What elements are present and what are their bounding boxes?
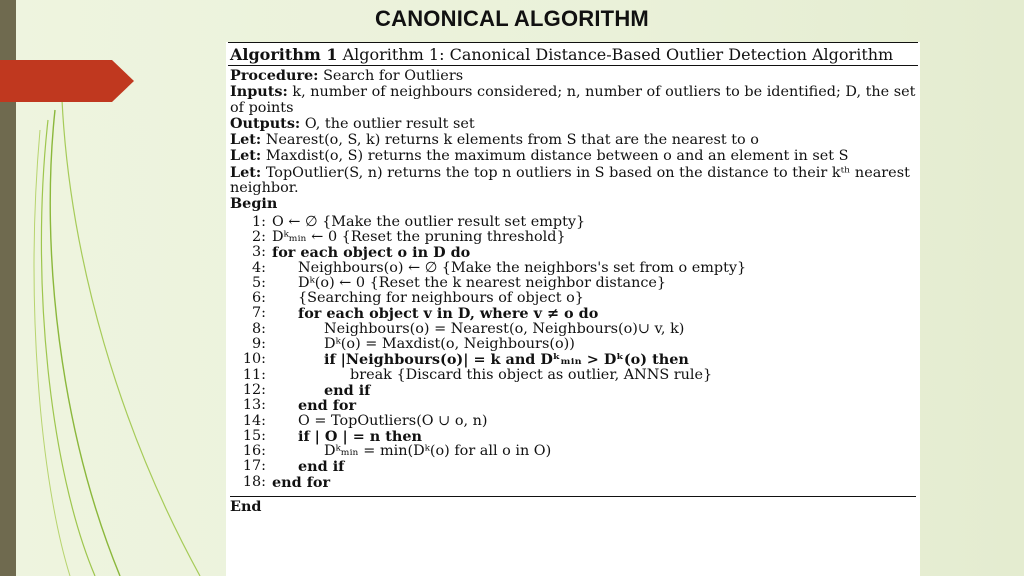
algorithm-header [226, 43, 920, 65]
step-number: 5: [251, 274, 266, 291]
step-number: 14: [242, 412, 266, 429]
step-text: end for [272, 473, 331, 491]
step-12 [230, 383, 916, 398]
slide-title: CANONICAL ALGORITHM [375, 6, 649, 31]
algorithm-number: Algorithm 1 [230, 45, 338, 64]
step-number: 10: [242, 351, 266, 368]
end-keyword: End [230, 498, 262, 516]
step-10 [230, 352, 916, 367]
step-7 [230, 306, 916, 321]
step-2 [230, 230, 916, 245]
step-text: O = TopOutliers(O ∪ o, n) [298, 412, 488, 429]
let-text: Maxdist(o, S) returns the maximum distance between o and an element in set S [265, 148, 849, 165]
begin-keyword: Begin [230, 195, 278, 213]
step-4 [230, 261, 916, 276]
algorithm-box [226, 42, 920, 576]
step-11 [230, 368, 916, 383]
step-text: break {Discard this object as outlier, ANNS rule} [350, 366, 713, 383]
end-rule [230, 496, 916, 497]
step-text: Dᵏ(o) ← 0 {Reset the k nearest neighbor distance} [298, 274, 667, 291]
step-number: 9: [251, 336, 266, 353]
step-number: 13: [242, 397, 266, 414]
outputs-label: Outputs: [230, 114, 301, 132]
step-text: Dᵏ(o) = Maxdist(o, Neighbours(o)) [324, 336, 575, 353]
step-number: 2: [251, 228, 266, 245]
step-17 [230, 459, 916, 474]
inputs-label: Inputs: [230, 83, 288, 101]
let-label: Let: [230, 131, 262, 149]
step-9 [230, 337, 916, 352]
procedure-label: Procedure: [230, 67, 319, 84]
step-number: 1: [251, 213, 266, 230]
step-number: 18: [242, 473, 266, 490]
step-14 [230, 414, 916, 429]
inputs-text: k, number of neighbours considered; n, number of outliers to be identified; D, the set of points [230, 84, 916, 116]
step-3 [230, 245, 916, 260]
step-number: 17: [242, 458, 266, 475]
step-text: for each object v in D, where v ≠ o do [298, 305, 599, 323]
red-arrow-icon [0, 60, 134, 102]
step-number: 16: [242, 443, 266, 460]
let-text: TopOutlier(S, n) returns the top n outliers in S based on the distance to their kᵗʰ nearest neighbor. [230, 164, 910, 197]
let-line-2 [230, 148, 916, 164]
step-text: Dᵏₘᵢₙ = min(Dᵏ(o) for all o in O) [324, 443, 552, 460]
let-label: Let: [230, 163, 262, 181]
step-8 [230, 322, 916, 337]
outputs-text: O, the outlier result set [304, 115, 475, 132]
step-13 [230, 398, 916, 413]
procedure-line [230, 68, 916, 84]
step-15 [230, 429, 916, 444]
step-text: Dᵏₘᵢₙ ← 0 {Reset the pruning threshold} [272, 228, 566, 245]
let-text: Nearest(o, S, k) returns k elements from S that are the nearest to o [265, 132, 759, 149]
step-number: 3: [251, 244, 266, 261]
step-16 [230, 444, 916, 459]
end-line [226, 490, 920, 515]
step-text: {Searching for neighbours of object o} [298, 290, 584, 307]
step-text: end if [324, 381, 371, 399]
step-number: 8: [251, 320, 266, 337]
step-18 [230, 475, 916, 490]
step-text: O ← ∅ {Make the outlier result set empty} [272, 213, 586, 230]
step-number: 11: [242, 366, 266, 383]
step-number: 6: [251, 290, 266, 307]
algorithm-body [226, 66, 920, 490]
step-text: Neighbours(o) = Nearest(o, Neighbours(o)∪ v, k) [324, 320, 685, 337]
step-number: 4: [251, 259, 266, 276]
step-6 [230, 291, 916, 306]
step-number: 12: [242, 381, 266, 398]
step-text: end if [298, 458, 345, 476]
outputs-line [230, 116, 916, 132]
step-text: if | O | = n then [298, 427, 422, 445]
let-line-1 [230, 132, 916, 148]
step-text: if |Neighbours(o)| = k and Dᵏₘᵢₙ > Dᵏ(o) then [324, 351, 689, 369]
step-number: 7: [251, 305, 266, 322]
let-label: Let: [230, 147, 262, 165]
algorithm-caption: Algorithm 1: Canonical Distance-Based Outlier Detection Algorithm [342, 45, 894, 64]
inputs-line [230, 84, 916, 116]
procedure-text: Search for Outliers [323, 68, 464, 84]
step-text: end for [298, 397, 357, 415]
let-line-3 [230, 165, 916, 197]
step-text: Neighbours(o) ← ∅ {Make the neighbors's set from o empty} [298, 259, 747, 276]
step-1 [230, 215, 916, 230]
step-text: for each object o in D do [272, 244, 471, 262]
step-number: 15: [242, 427, 266, 444]
step-5 [230, 276, 916, 291]
